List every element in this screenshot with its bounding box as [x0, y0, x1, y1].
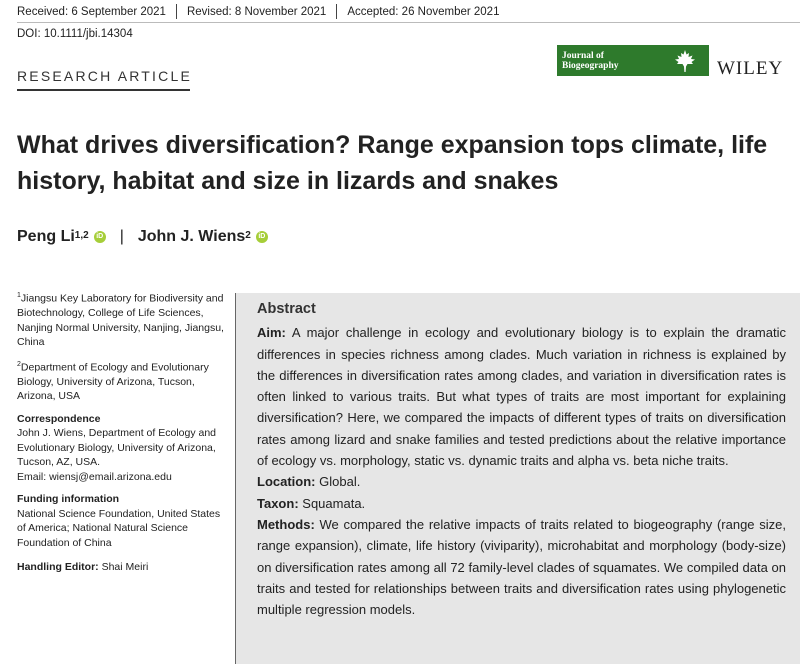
abstract-taxon-label: Taxon: — [257, 495, 299, 511]
header-rule — [17, 22, 800, 23]
author-affiliation-sup: 1,2 — [74, 229, 89, 241]
abstract-taxon — [257, 493, 786, 514]
abstract-aim-label: Aim: — [257, 325, 286, 341]
publication-dates — [17, 4, 499, 19]
author-name[interactable]: Peng Li — [17, 228, 75, 245]
author-separator: | — [119, 228, 124, 245]
abstract-taxon-text: Squamata. — [302, 495, 366, 511]
handling-editor — [17, 560, 227, 575]
affiliation-text: Department of Ecology and Evolutionary Biology, University of Arizona, Tucson, Arizona, USA — [17, 361, 209, 402]
article-type: RESEARCH ARTICLE — [17, 68, 192, 84]
author-name[interactable]: John J. Wiens — [137, 228, 246, 245]
received-date: Received: 6 September 2021 — [17, 5, 166, 18]
article-title: What drives diversification? Range expansion tops climate, life history, habitat and size in lizards and snakes — [17, 131, 768, 195]
affiliation-sup: 1 — [17, 292, 21, 299]
orcid-icon[interactable]: iD — [256, 231, 268, 243]
accepted-date: Accepted: 26 November 2021 — [347, 5, 500, 18]
affiliation-sup: 2 — [17, 360, 21, 368]
funding-heading: Funding information — [17, 493, 120, 505]
correspondence-email[interactable]: Email: wiensj@email.arizona.edu — [17, 470, 172, 483]
correspondence-text: John J. Wiens, Department of Ecology and Evolutionary Biology, University of Arizona, Tucson, AZ, USA. — [17, 427, 217, 468]
abstract-methods-text: We compared the relative impacts of traits related to biogeography (range size, range expansion), climate, life history (viviparity), microhabitat and morphology (body-size) on diversification rates among all 72 family-level clades of squamates. We compiled data on traits and tested for relationships between traits and diversification rates using phylogenetic multiple regression models. — [257, 516, 786, 618]
abstract-box — [235, 293, 800, 664]
doi[interactable]: DOI: 10.1111/jbi.14304 — [17, 28, 133, 40]
abstract-location — [257, 471, 786, 492]
handling-editor-name: Shai Meiri — [101, 561, 149, 573]
abstract-location-label: Location: — [257, 474, 316, 490]
divider — [336, 4, 337, 19]
abstract-aim-text: A major challenge in ecology and evolutionary biology is to explain the dramatic differences in species richness among clades. Much variation in richness is explained by the differences in diversification rates among clades, and variation in diversification rates is often linked to various traits. But what types of traits are most important for explaining diversification? Here, we compared the impacts of different types of traits on diversification rates among lizard and snake families and tested predictions about the relative importance of ecology vs. morphology, static vs. dynamic traits and alpha vs. beta niche traits. — [257, 325, 786, 469]
revised-date: Revised: 8 November 2021 — [186, 5, 327, 18]
handling-editor-label: Handling Editor: — [17, 561, 99, 573]
funding-text: National Science Foundation, United States of America; National Natural Science Foundation of China — [17, 507, 221, 549]
divider — [176, 4, 177, 19]
correspondence-heading: Correspondence — [17, 412, 101, 425]
journal-logo[interactable] — [557, 45, 709, 76]
abstract-methods — [257, 514, 786, 620]
article-type-underline — [17, 89, 190, 91]
journal-logo-text — [562, 51, 618, 71]
abstract-location-text: Global. — [319, 474, 361, 490]
maple-leaf-icon — [673, 49, 697, 73]
journal-logo-line2: Biogeography — [562, 61, 619, 71]
abstract-heading: Abstract — [257, 301, 316, 317]
abstract-methods-label: Methods: — [257, 516, 315, 532]
orcid-icon[interactable]: iD — [94, 231, 106, 243]
abstract-aim — [257, 322, 786, 471]
affiliation — [17, 358, 227, 404]
article-info-sidebar — [17, 289, 227, 575]
affiliation-text: Jiangsu Key Laboratory for Biodiversity and Biotechnology, College of Life Sciences, Nanjing Normal University, Nanjing, Jiangsu, China — [17, 292, 224, 348]
affiliation — [17, 289, 227, 350]
publisher-logo[interactable]: WILEY — [717, 58, 784, 79]
author-list — [17, 228, 268, 246]
author-affiliation-sup: 2 — [245, 229, 251, 241]
journal-logo-line1: Journal of — [562, 51, 604, 61]
